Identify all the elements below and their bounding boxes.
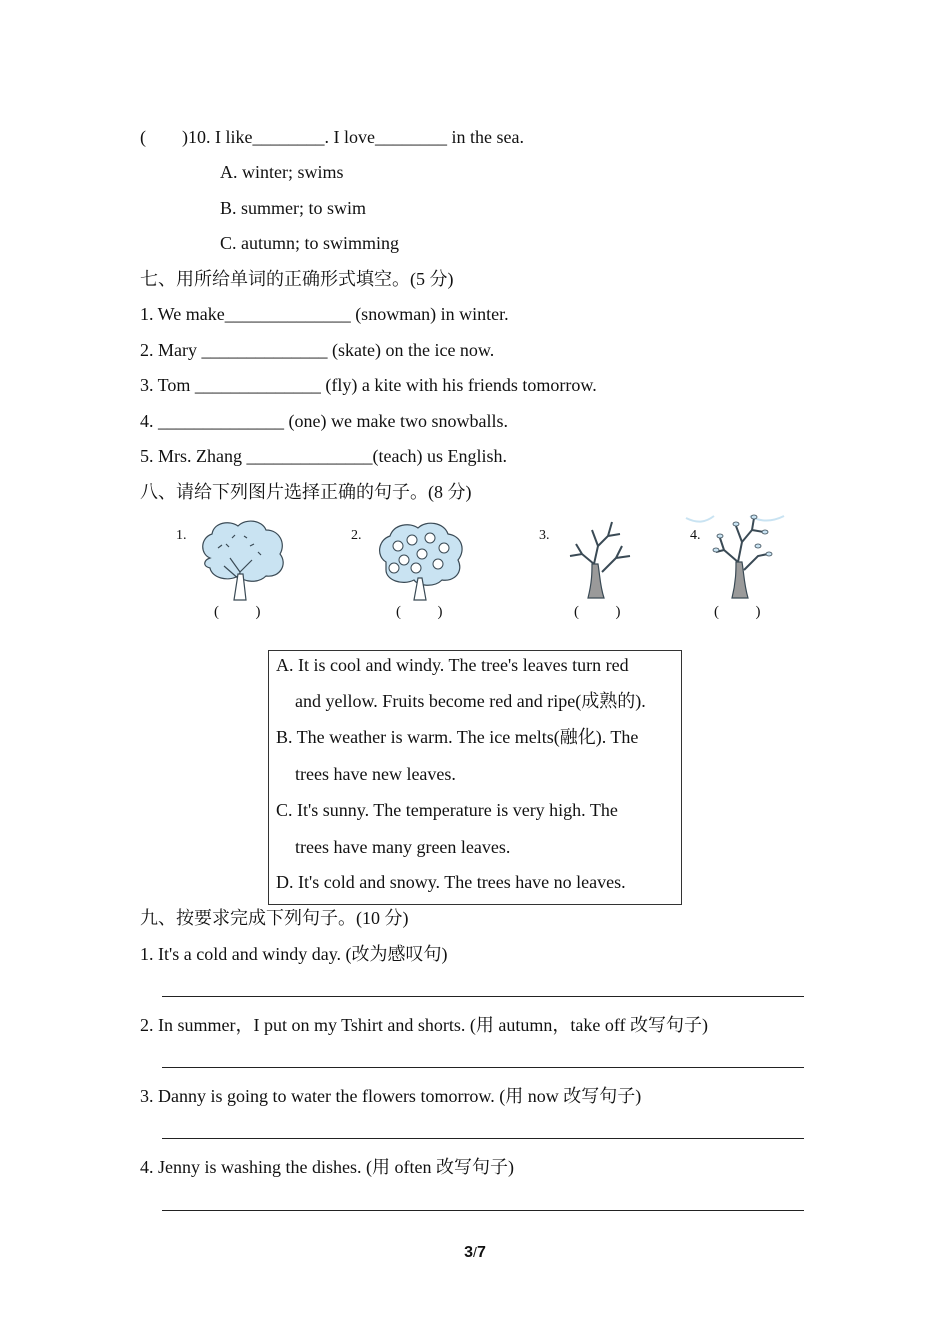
summer-tree-icon <box>196 518 290 602</box>
section7-item-2: 2. Mary ______________ (skate) on the ice now. <box>140 340 495 360</box>
answer-line-4[interactable] <box>162 1210 804 1211</box>
picture-answer-2[interactable]: ( ) <box>396 604 445 620</box>
picture-number-3: 3. <box>539 528 550 543</box>
section9-item-3: 3. Danny is going to water the flowers tomorrow. (用 now 改写句子) <box>140 1086 642 1106</box>
section7-title: 七、用所给单词的正确形式填空。(5 分) <box>140 269 454 289</box>
q10-option-a: A. winter; swims <box>220 162 344 182</box>
section9-item-1: 1. It's a cold and windy day. (改为感叹句) <box>140 944 448 964</box>
autumn-fruit-tree-icon <box>374 520 468 602</box>
answer-paren: ( ) <box>140 127 188 147</box>
picture-number-4: 4. <box>690 528 701 543</box>
sentence-options-box <box>268 650 682 905</box>
box-option-c-line-2: trees have many green leaves. <box>295 837 511 857</box>
box-option-c-line-1: C. It's sunny. The temperature is very high. The <box>276 800 618 820</box>
box-option-a-line-1: A. It is cool and windy. The tree's leaves turn red <box>276 655 629 675</box>
section9-title: 九、按要求完成下列句子。(10 分) <box>140 908 409 928</box>
picture-number-2: 2. <box>351 528 362 543</box>
q10-option-c: C. autumn; to swimming <box>220 233 400 253</box>
box-option-b-line-1: B. The weather is warm. The ice melts(融化). The <box>276 727 639 747</box>
section8-title: 八、请给下列图片选择正确的句子。(8 分) <box>140 482 472 502</box>
q10-option-b: B. summer; to swim <box>220 198 367 218</box>
q10-line <box>140 126 524 148</box>
picture-number-1: 1. <box>176 528 187 543</box>
section7-item-4: 4. ______________ (one) we make two snowballs. <box>140 411 508 431</box>
section7-item-5: 5. Mrs. Zhang ______________(teach) us English. <box>140 446 507 466</box>
picture-answer-3[interactable]: ( ) <box>574 604 623 620</box>
bare-winter-tree-icon <box>562 516 638 600</box>
q10-stem: 10. I like________. I love________ in the sea. <box>188 127 524 147</box>
page-separator: / <box>473 1244 477 1260</box>
page-total: 7 <box>476 1244 486 1261</box>
spring-sprouting-tree-icon <box>684 512 786 600</box>
box-option-b-line-2: trees have new leaves. <box>295 764 456 784</box>
answer-line-3[interactable] <box>162 1138 804 1139</box>
section7-item-1: 1. We make______________ (snowman) in winter. <box>140 304 509 324</box>
answer-line-2[interactable] <box>162 1067 804 1068</box>
box-option-a-line-2: and yellow. Fruits become red and ripe(成熟的). <box>295 691 646 711</box>
answer-line-1[interactable] <box>162 996 804 997</box>
section7-item-3: 3. Tom ______________ (fly) a kite with his friends tomorrow. <box>140 375 597 395</box>
picture-answer-1[interactable]: ( ) <box>214 604 263 620</box>
box-option-d-line-1: D. It's cold and snowy. The trees have no leaves. <box>276 872 626 892</box>
page-current: 3 <box>464 1244 474 1261</box>
picture-answer-4[interactable]: ( ) <box>714 604 763 620</box>
section9-item-2: 2. In summer，I put on my Tshirt and shorts. (用 autumn，take off 改写句子) <box>140 1015 709 1035</box>
section9-item-4: 4. Jenny is washing the dishes. (用 often 改写句子) <box>140 1157 514 1177</box>
page-number <box>0 1244 950 1262</box>
